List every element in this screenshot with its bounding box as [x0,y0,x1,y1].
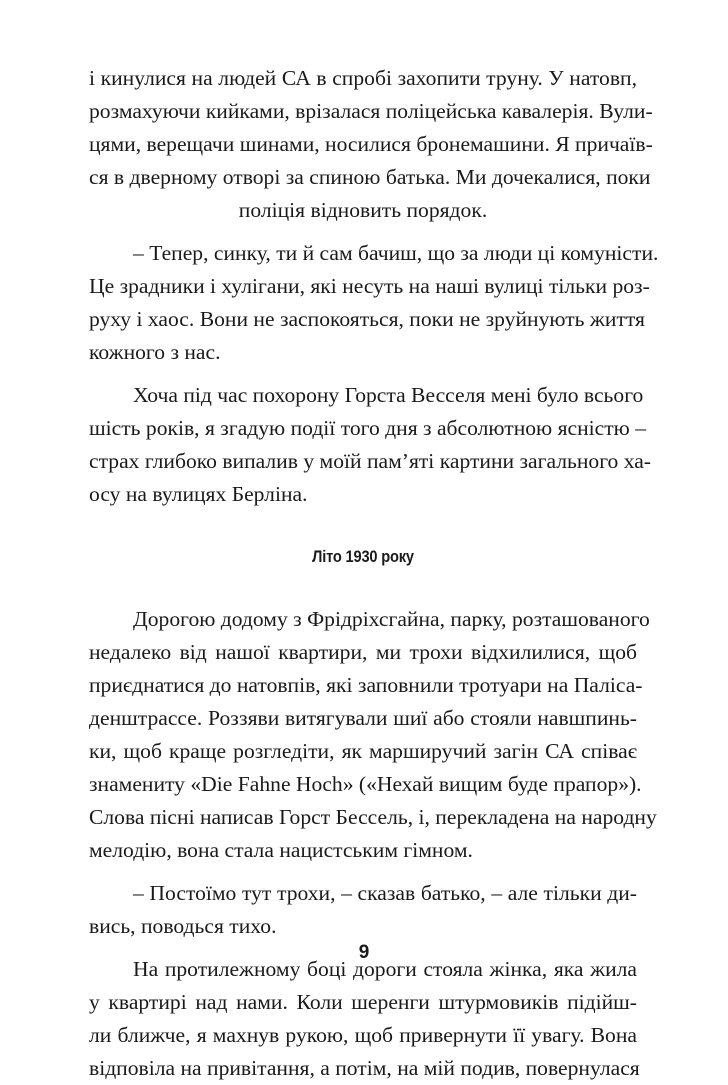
text-line: поліція відновить порядок. [238,198,488,222]
paragraph-5 [89,877,637,943]
paragraph-gap [89,227,637,237]
text-line: страх глибоко випалив у моїй пам’яті картини загального ха- [89,449,651,473]
text-line: Слова пісні написав Горст Бессель, і, перекладена на народну [89,805,657,829]
text-line: недалеко від нашої квартири, ми трохи відхилилися, щоб [89,640,637,664]
paragraph-gap [89,867,637,877]
section-heading: Літо 1930 року [312,547,414,566]
text-line: кожного з нас. [89,340,221,364]
text-line: вись, поводься тихо. [89,914,277,938]
book-page [89,62,659,1085]
paragraph-1 [89,62,653,227]
paragraph-6 [89,953,640,1085]
text-line: шість років, я згадую події того дня з абсолютною ясністю – [89,416,646,440]
text-line: Хоча під час похорону Горста Весселя мені було всього [133,383,644,407]
text-line: мелодію, вона стала нацистським гімном. [89,838,473,862]
text-line: цями, верещачи шинами, носилися бронемашини. Я причаїв- [89,132,653,156]
text-line: приєднатися до натовпів, які заповнили тротуари на Паліса- [89,673,643,697]
text-line: у квартирі над нами. Коли шеренги штурмовиків підійш- [89,990,637,1014]
text-line: На протилежному боці дороги стояла жінка, яка жила [133,957,637,981]
text-line: Це зрадники і хулігани, які несуть на наші вулиці тільки роз- [89,274,650,298]
page-number: 9 [358,942,370,963]
text-line: і кинулися на людей СА в спробі захопити труну. У натовп, [89,66,637,90]
text-line: руху і хаос. Вони не заспокояться, поки не зруйнують життя [89,307,645,331]
paragraph-3 [89,379,651,511]
text-line: Дорогою додому з Фрідріхсгайна, парку, розташованого [133,607,650,631]
text-line: осу на вулицях Берліна. [89,482,308,506]
text-line: денштрассе. Роззяви витягували шиї або стояли навшпинь- [89,706,637,730]
paragraph-4 [89,603,657,867]
text-line: – Тепер, синку, ти й сам бачиш, що за люди ці комуністи. [133,241,659,265]
text-line: розмахуючи кийками, врізалася поліцейська кавалерія. Вули- [89,99,653,123]
text-line: знамениту «Die Fahne Hoch» («Нехай вищим буде прапор»). [89,772,642,796]
paragraph-gap [89,369,637,379]
text-line: відповіла на привітання, а потім, на мій подив, повернулася [89,1056,640,1080]
text-line: ки, щоб краще розгледіти, як марширучий загін СА співає [89,739,637,763]
text-line: ся в дверному отворі за спиною батька. Ми дочекалися, поки [89,165,651,189]
text-line: – Постоїмо тут трохи, – сказав батько, – але тільки ди- [133,881,637,905]
paragraph-2 [89,237,659,369]
text-line: ли ближче, я махнув рукою, щоб привернути її увагу. Вона [89,1023,637,1047]
